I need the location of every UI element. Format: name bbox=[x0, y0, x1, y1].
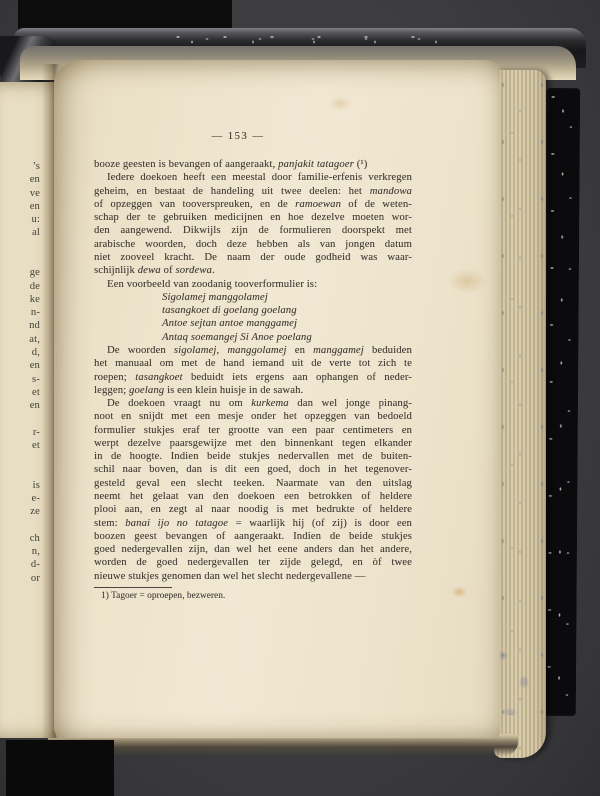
text-line: formulier stukjes eraf ter grootte van een paar centimeters en bbox=[94, 424, 412, 436]
left-page-text-fragment: en bbox=[29, 174, 40, 186]
cover-marble-strip bbox=[542, 88, 580, 716]
text-lines bbox=[94, 158, 412, 583]
left-page-fragments bbox=[0, 160, 40, 585]
page-stain bbox=[328, 96, 352, 111]
left-page-text-fragment bbox=[0, 240, 40, 253]
left-page-text-fragment: n, bbox=[31, 546, 40, 558]
left-page-text-fragment: ch bbox=[29, 532, 40, 544]
text-line: noot en snijdt met een mesje onder het opzeggen van bedoeld bbox=[94, 411, 412, 423]
backdrop-shadow-bottom-left bbox=[6, 740, 114, 796]
page-stain bbox=[451, 586, 468, 598]
text-line: schijnlijk dewa of sordewa. bbox=[94, 265, 215, 277]
text-line: schil naar boven, dan is dit een goed, doch in het tegenover- bbox=[94, 464, 412, 476]
left-page-text-fragment: al bbox=[32, 227, 40, 239]
text-line: roepen; tasangkoet beduidt iets ergens aan ophangen of neder- bbox=[94, 371, 412, 383]
left-page-text-fragment: or bbox=[30, 572, 40, 584]
left-page-text-fragment: u: bbox=[31, 214, 40, 226]
text-line: nieuwe stukjes genomen dan wel het slecht nedergevallene — bbox=[94, 570, 366, 582]
left-page-text-fragment: en bbox=[29, 200, 40, 212]
left-page-text-fragment: d- bbox=[30, 559, 40, 571]
text-line: Een voorbeeld van zoodanig tooverformulier is: bbox=[107, 278, 318, 290]
text-line: Antoe sejtan antoe manggamej bbox=[162, 318, 298, 330]
left-page-text-fragment bbox=[0, 519, 40, 532]
left-page-text-fragment bbox=[0, 452, 40, 465]
page-number: — 153 — bbox=[211, 131, 265, 142]
text-line: schap der te gebruiken medicijnen en hoe dezelve moeten wor- bbox=[94, 212, 412, 224]
left-page-text-fragment: r- bbox=[32, 426, 40, 438]
left-page-text-fragment: et bbox=[32, 439, 40, 451]
text-line: De woorden sigolamej, manggolamej en manggamej beduiden bbox=[107, 344, 412, 356]
left-page-text-fragment: ze bbox=[30, 506, 40, 518]
left-page-text-fragment: en bbox=[29, 400, 40, 412]
left-page-text-fragment: en bbox=[29, 360, 40, 372]
text-line: De doekoen vraagt nu om kurkema dan wel jonge pinang- bbox=[107, 398, 412, 410]
text-line: leggen; goelang is een klein huisje in de sawah. bbox=[94, 384, 304, 396]
text-line: tasangkoet di goelang goelang bbox=[162, 305, 297, 317]
text-line: den aangewend. Dikwijls zijn de formulieren doorspekt met bbox=[94, 225, 412, 237]
page-stain bbox=[447, 268, 487, 294]
text-line: gesteld geval een slecht teeken. Naarmate van den uitslag bbox=[94, 477, 412, 489]
text-line: plooi aan, en zegt al naar noodig is met bedrukte of heldere bbox=[94, 504, 412, 516]
text-line: arabische woorden, doch deze hebben als van jongen datum bbox=[94, 238, 412, 250]
text-line: Antaq soemangej Si Anoe poelang bbox=[162, 331, 312, 343]
left-page-text-fragment: s- bbox=[32, 373, 40, 385]
text-line: Sigolamej manggolamej bbox=[162, 291, 268, 303]
text-line: het manuaal om met de hand iemand uit de verte tot zich te bbox=[94, 358, 412, 370]
left-page-text-fragment: de bbox=[29, 280, 40, 292]
left-page-text-fragment: ge bbox=[29, 267, 40, 279]
left-page-text-fragment bbox=[0, 465, 40, 478]
text-line: Iedere doekoen heeft een meestal door familie-erfenis verkregen bbox=[107, 172, 412, 184]
text-line: neemt het gelaat van den doekoen een betrokken of heldere bbox=[94, 491, 412, 503]
footnote: 1) Tagoer = oproepen, bezweren. bbox=[101, 590, 226, 600]
left-page-text-fragment: n- bbox=[30, 307, 40, 319]
left-page-text-fragment: d, bbox=[31, 346, 40, 358]
text-line: of opzeggen van tooverspreuken, en de ramoewan of de weten- bbox=[94, 198, 412, 210]
text-line: in de hoogte. Indien beide stukjes nedervallen met de buiten- bbox=[94, 451, 412, 463]
text-block bbox=[94, 130, 412, 601]
left-page-text-fragment bbox=[0, 412, 40, 425]
left-page-text-fragment: e- bbox=[31, 493, 40, 505]
left-page-text-fragment: et bbox=[32, 386, 40, 398]
text-line: stem: banai ijo no tatagoe = waarlijk hij (of zij) is door een bbox=[94, 517, 413, 529]
left-page-text-fragment: at, bbox=[29, 333, 40, 345]
left-page-text-fragment bbox=[0, 253, 40, 266]
left-page-text-fragment: is bbox=[32, 479, 40, 491]
text-line: geheim, en bestaat de handeling uit twee deelen: het mandowa bbox=[94, 185, 412, 197]
left-page-text-fragment: nd bbox=[29, 320, 40, 332]
footnote-rule bbox=[94, 587, 172, 588]
text-line: niet zooveel kracht. De naam der oude godheid was waar- bbox=[94, 251, 412, 263]
text-line: werpt dezelve paarsgewijze met den binnenkant tegen elkander bbox=[94, 437, 412, 449]
text-line: booze geesten is bevangen of aangeraakt, panjakit tatagoer (¹) bbox=[94, 159, 368, 170]
text-line: goed nedergevallen zijn, dan wel het eene anders dan het andere, bbox=[94, 544, 412, 556]
left-page-text-fragment: ’s bbox=[32, 161, 40, 172]
left-page-text-fragment: ke bbox=[29, 293, 40, 305]
text-line: boozen geest bevangen of aangeraakt. Indien de beide stukjes bbox=[94, 530, 412, 542]
text-line: worden de goed nedergevallen ter zijde gelegd, en òf twee bbox=[94, 557, 412, 569]
right-page bbox=[54, 60, 500, 738]
left-page-text-fragment: ve bbox=[29, 187, 40, 199]
